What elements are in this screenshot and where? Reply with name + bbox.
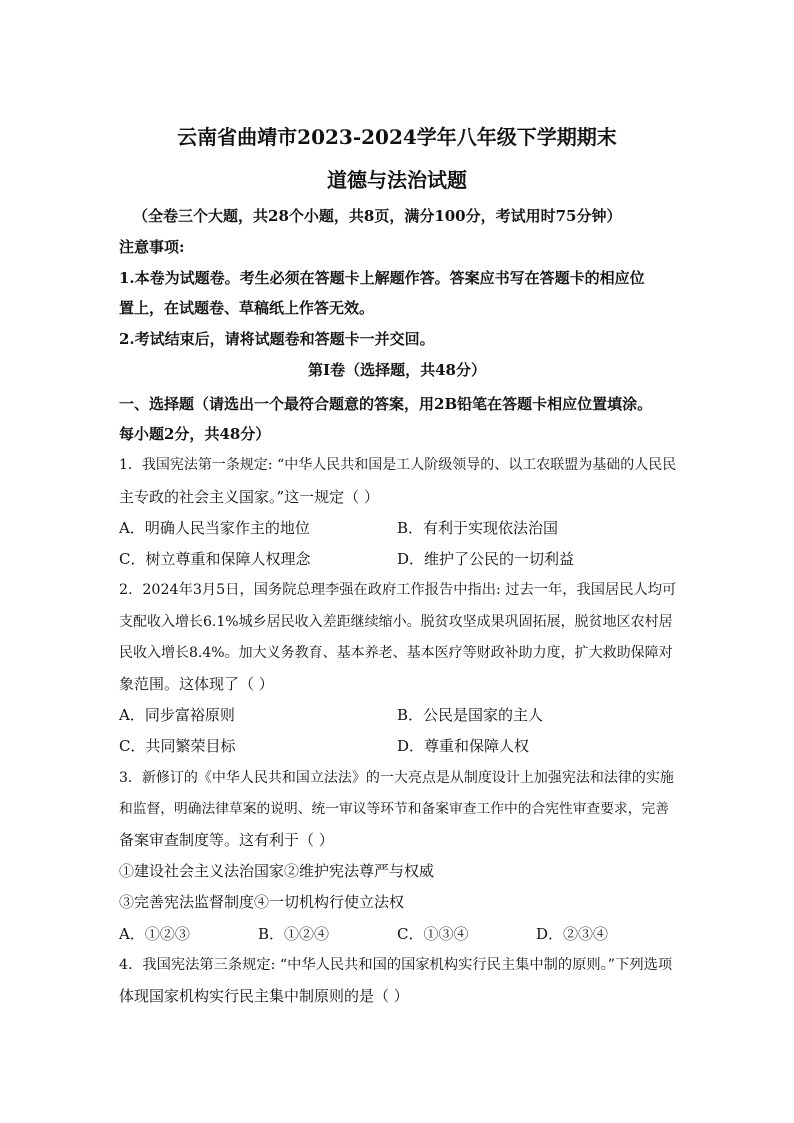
notice-item-1-line-1: 1.本卷为试题卷。考生必须在答题卡上解题作答。答案应书写在答题卡的相应位 xyxy=(119,269,645,287)
question-3-option-b: B．①②④ xyxy=(258,925,330,943)
section-1-heading-line-2: 每小题2分，共48分） xyxy=(119,425,271,443)
exam-info: （全卷三个大题，共28个小题，共8页，满分100分，考试用时75分钟） xyxy=(133,207,622,225)
question-3-option-c: C．①③④ xyxy=(397,925,469,943)
question-3-statement-line-2: ③完善宪法监督制度④一切机构行使立法权 xyxy=(119,893,405,911)
notice-item-2: 2.考试结束后，请将试题卷和答题卡一并交回。 xyxy=(119,330,435,348)
question-2-line-1: 2．2024年3月5日，国务院总理李强在政府工作报告中指出: 过去一年，我国居民人均可 xyxy=(119,582,677,598)
question-3-line-3: 备案审查制度等。这有利于（ ） xyxy=(119,831,334,849)
question-3-statement-line-1: ①建设社会主义法治国家②维护宪法尊严与权威 xyxy=(119,862,435,880)
exam-subtitle: 道德与法治试题 xyxy=(327,168,467,192)
question-2-line-3: 民收入增长8.4%。加大义务教育、基本养老、基本医疗等财政补助力度，扩大救助保障对 xyxy=(119,645,673,661)
question-4-line-1: 4．我国宪法第三条规定: “中华人民共和国的国家机构实行民主集中制的原则。”下列选项 xyxy=(119,957,673,973)
notice-heading: 注意事项: xyxy=(119,238,185,256)
exam-title: 云南省曲靖市2023-2024学年八年级下学期期末 xyxy=(177,125,617,149)
question-2-line-2: 支配收入增长6.1%城乡居民收入差距继续缩小。脱贫攻坚成果巩固拓展，脱贫地区农村居 xyxy=(119,614,673,630)
part-1-heading: 第Ⅰ卷（选择题，共48分） xyxy=(308,361,486,379)
question-1-option-d: D．维护了公民的一切利益 xyxy=(397,550,575,568)
section-1-heading-line-1: 一、选择题（请选出一个最符合题意的答案，用2B铅笔在答题卡相应位置填涂。 xyxy=(119,395,653,413)
question-1-option-c: C．树立尊重和保障人权理念 xyxy=(119,550,311,568)
question-3-line-2: 和监督，明确法律草案的说明、统一审议等环节和备案审查工作中的合宪性审查要求，完善 xyxy=(119,801,670,817)
question-2-option-b: B．公民是国家的主人 xyxy=(397,706,544,724)
question-4-line-2: 体现国家机构实行民主集中制原则的是（ ） xyxy=(119,987,409,1005)
question-3-line-1: 3．新修订的《中华人民共和国立法法》的一大亮点是从制度设计上加强宪法和法律的实施 xyxy=(119,770,674,786)
question-3-option-d: D．②③④ xyxy=(536,925,609,943)
question-2-line-4: 象范围。这体现了（ ） xyxy=(119,675,274,693)
notice-item-1-line-2: 置上，在试题卷、草稿纸上作答无效。 xyxy=(119,299,375,317)
question-2-option-a: A．同步富裕原则 xyxy=(119,706,235,724)
question-1-option-a: A．明确人民当家作主的地位 xyxy=(119,519,310,537)
question-2-option-d: D．尊重和保障人权 xyxy=(397,737,530,755)
question-2-option-c: C．共同繁荣目标 xyxy=(119,737,236,755)
question-3-option-a: A．①②③ xyxy=(119,925,190,943)
question-1-line-1: 1．我国宪法第一条规定: “中华人民共和国是工人阶级领导的、以工农联盟为基础的人民民 xyxy=(119,457,677,473)
question-1-option-b: B．有利于实现依法治国 xyxy=(397,519,559,537)
question-1-line-2: 主专政的社会主义国家。”这一规定（ ） xyxy=(119,488,379,506)
